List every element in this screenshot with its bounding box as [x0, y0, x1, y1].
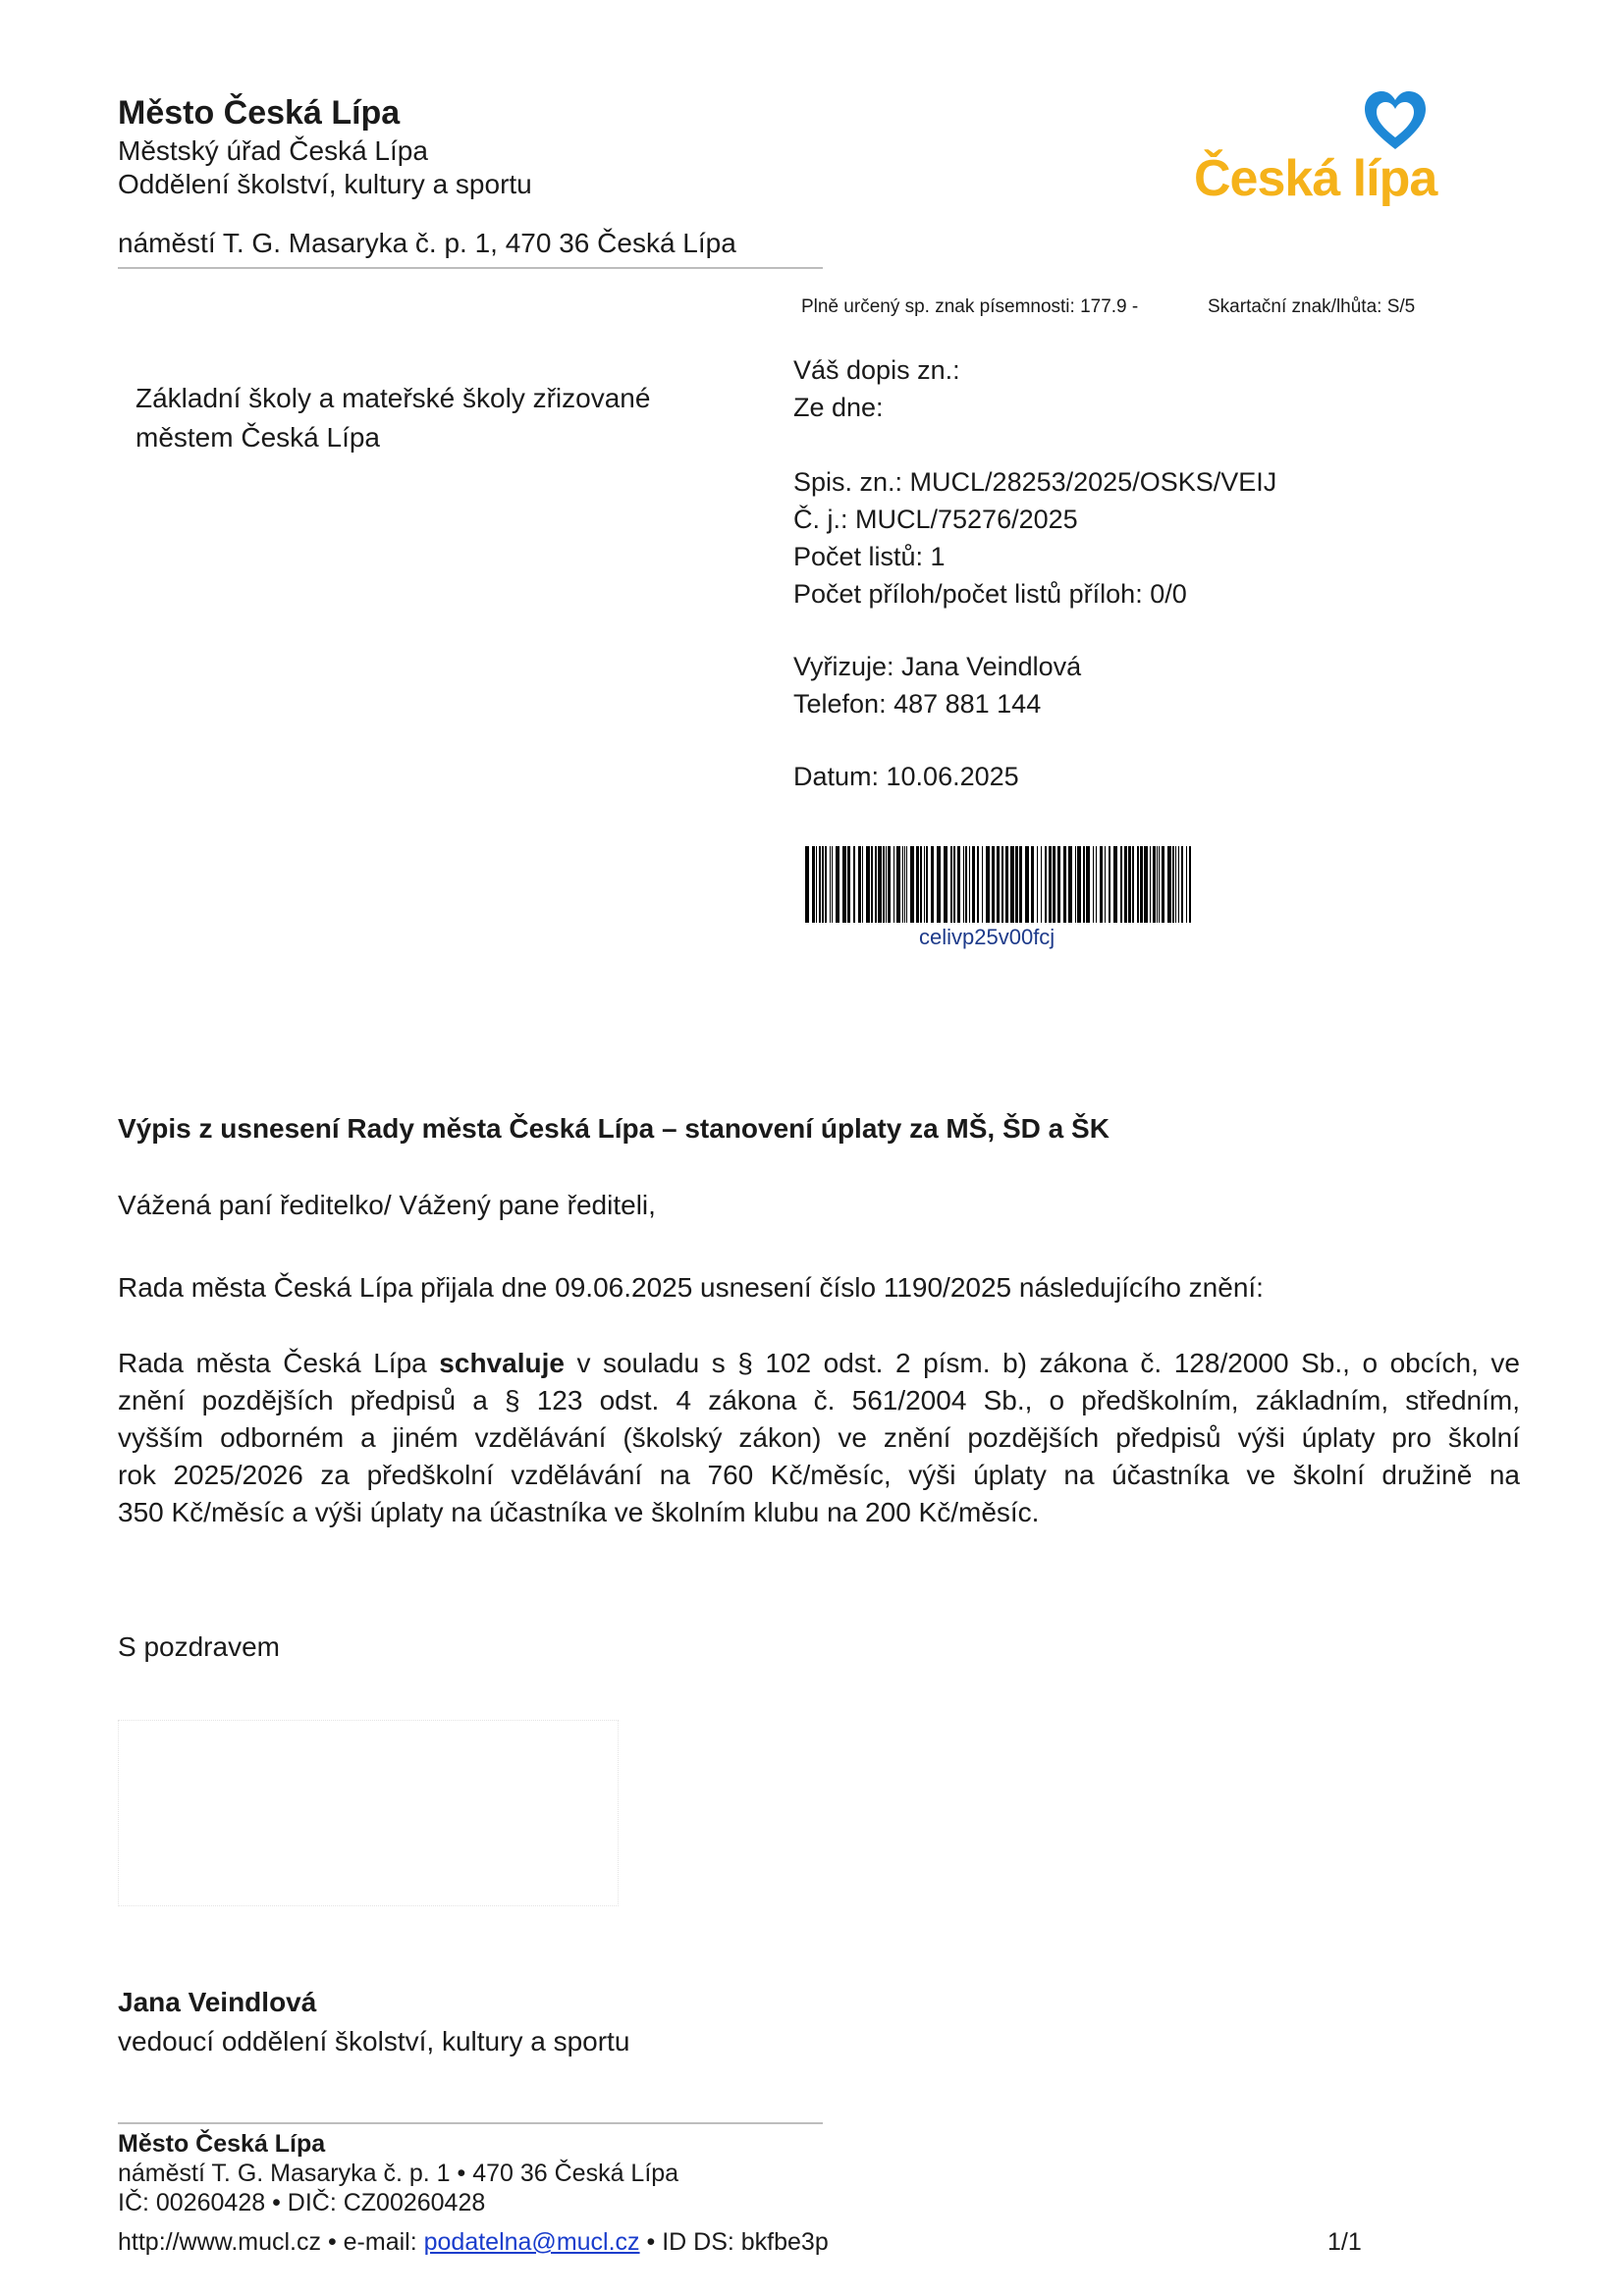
- footer-ids: IČ: 00260428 • DIČ: CZ00260428: [118, 2189, 486, 2216]
- recipient-line-2: městem Česká Lípa: [135, 422, 380, 453]
- email-link[interactable]: podatelna@mucl.cz: [423, 2228, 640, 2256]
- footer-web: http://www.mucl.cz • e-mail:: [118, 2228, 424, 2256]
- intro-text: Rada města Česká Lípa přijala dne 09.06.2025 usnesení číslo 1190/2025 následujícího znění:: [118, 1272, 1264, 1303]
- barcode: [803, 846, 1194, 923]
- attachment-count: Počet příloh/počet listů příloh: 0/0: [793, 579, 1187, 609]
- department-name: Oddělení školství, kultury a sportu: [118, 169, 532, 199]
- date-from: Ze dne:: [793, 393, 884, 422]
- header-divider: [118, 267, 823, 269]
- paragraph-line: znění pozdějších předpisů a § 123 odst. 4 zákona č. 561/2004 Sb., o předškolním, základním, středním,: [118, 1385, 1520, 1415]
- logo-wordmark: Česká lípa: [1194, 150, 1437, 207]
- footer-ds: • ID DS: bkfbe3p: [639, 2228, 829, 2256]
- signer-name: Jana Veindlová: [118, 1987, 317, 2017]
- paragraph-line: vyšším odborném a jiném vzdělávání (školský zákon) ve znění pozdějších předpisů výši úplaty pro školní: [118, 1422, 1520, 1453]
- paragraph-line: Rada města Česká Lípa schvaluje v souladu s § 102 odst. 2 písm. b) zákona č. 128/2000 Sb., o obcích, ve: [118, 1348, 1520, 1378]
- heart-drop-icon: [1361, 88, 1430, 153]
- letter-date: Datum: 10.06.2025: [793, 762, 1019, 791]
- recipient-line-1: Základní školy a mateřské školy zřizované: [135, 383, 651, 413]
- footer-org: Město Česká Lípa: [118, 2130, 326, 2158]
- closing: S pozdravem: [118, 1631, 280, 1662]
- barcode-text: celivp25v00fcj: [919, 925, 1056, 949]
- signer-title: vedoucí oddělení školství, kultury a sportu: [118, 2026, 630, 2056]
- shred-mark: Skartační znak/lhůta: S/5: [1208, 296, 1416, 317]
- org-name: Město Česká Lípa: [118, 94, 401, 132]
- phone: Telefon: 487 881 144: [793, 689, 1042, 719]
- office-name: Městský úřad Česká Lípa: [118, 135, 428, 166]
- footer-divider: [118, 2122, 823, 2124]
- office-address: náměstí T. G. Masaryka č. p. 1, 470 36 Česká Lípa: [118, 228, 736, 258]
- letter-subject: Výpis z usnesení Rady města Česká Lípa – stanovení úplaty za MŠ, ŠD a ŠK: [118, 1113, 1110, 1144]
- file-number: Spis. zn.: MUCL/28253/2025/OSKS/VEIJ: [793, 467, 1277, 497]
- file-mark: Plně určený sp. znak písemnosti: 177.9 -: [801, 296, 1139, 317]
- your-ref: Váš dopis zn.:: [793, 355, 960, 385]
- paragraph-line: 350 Kč/měsíc a výši úplaty na účastníka ve školním klubu na 200 Kč/měsíc.: [118, 1497, 1040, 1527]
- sheet-count: Počet listů: 1: [793, 542, 946, 571]
- handled-by: Vyřizuje: Jana Veindlová: [793, 652, 1082, 681]
- resolution-paragraph: [118, 1345, 1520, 1531]
- paragraph-line: rok 2025/2026 za předškolní vzdělávání na 760 Kč/měsíc, výši úplaty na účastníka ve školní družině na: [118, 1460, 1520, 1490]
- salutation: Vážená paní ředitelko/ Vážený pane řediteli,: [118, 1190, 656, 1220]
- ref-number: Č. j.: MUCL/75276/2025: [793, 505, 1078, 534]
- approves-keyword: schvaluje: [439, 1348, 565, 1378]
- footer-address: náměstí T. G. Masaryka č. p. 1 • 470 36 Česká Lípa: [118, 2160, 679, 2187]
- page-number: 1/1: [1327, 2228, 1362, 2256]
- footer-contact: [118, 2228, 829, 2257]
- signature-area: [118, 1720, 619, 1906]
- city-logo: [1194, 88, 1449, 216]
